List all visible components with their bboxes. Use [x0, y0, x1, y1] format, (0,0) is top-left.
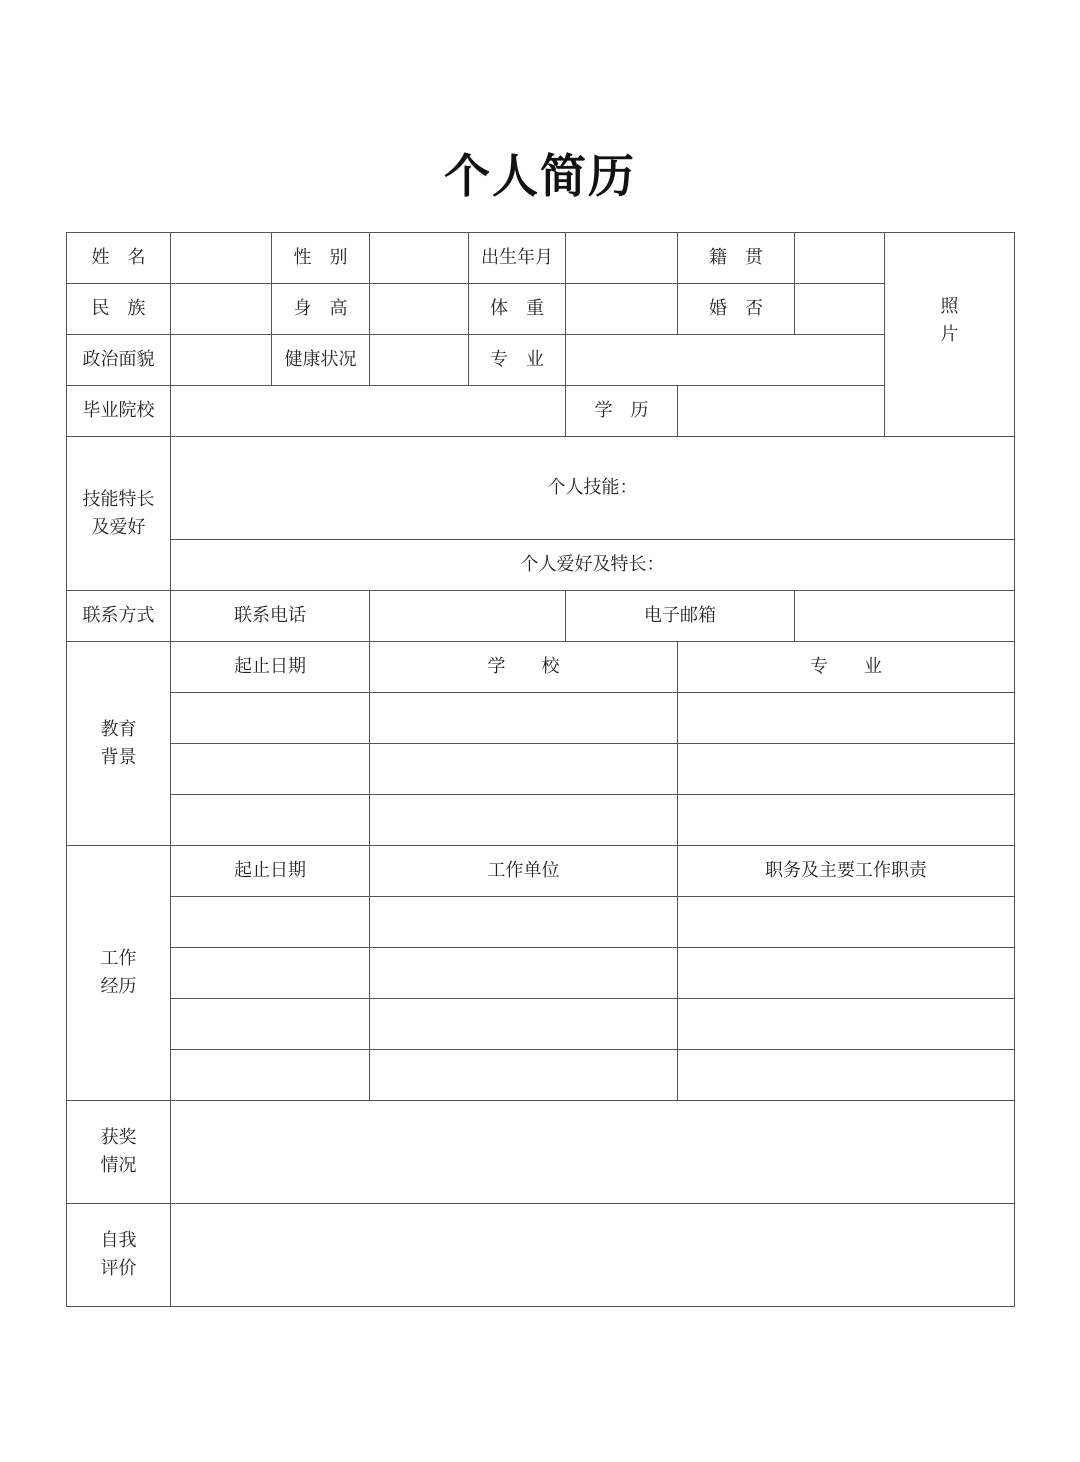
marital-field[interactable]: [795, 284, 885, 335]
table-row: [67, 999, 1015, 1050]
table-row: [67, 591, 1015, 642]
table-row: [67, 693, 1015, 744]
work-employer-cell[interactable]: [370, 897, 678, 948]
table-row: [67, 744, 1015, 795]
education-date-cell[interactable]: [171, 744, 370, 795]
work-employer-cell[interactable]: [370, 999, 678, 1050]
degree-field[interactable]: [678, 386, 885, 437]
table-row: [67, 642, 1015, 693]
table-row: [67, 284, 1015, 335]
table-row: [67, 386, 1015, 437]
birth-field[interactable]: [566, 233, 678, 284]
hobbies-label: 个人爱好及特长：: [520, 554, 665, 575]
work-duties-cell[interactable]: [678, 999, 1015, 1050]
work-employer-cell[interactable]: [370, 1050, 678, 1101]
gender-field[interactable]: [370, 233, 469, 284]
education-header-date: 起止日期: [171, 642, 370, 693]
work-header-employer: 工作单位: [370, 846, 678, 897]
resume-table: [66, 232, 1015, 1307]
work-date-cell[interactable]: [171, 948, 370, 999]
table-row: [67, 437, 1015, 540]
school-label: 毕业院校: [67, 386, 171, 437]
education-major-cell[interactable]: [678, 795, 1015, 846]
hobbies-field[interactable]: [171, 540, 1015, 591]
self-eval-line1: 自我: [100, 1230, 137, 1251]
photo-label-line2: 片: [940, 323, 959, 345]
weight-field[interactable]: [566, 284, 678, 335]
table-row: [67, 540, 1015, 591]
work-date-cell[interactable]: [171, 1050, 370, 1101]
table-row: [67, 897, 1015, 948]
major-label: 专 业: [469, 335, 566, 386]
work-section-line2: 经历: [100, 976, 137, 997]
work-section-label: [67, 846, 171, 1101]
table-row: [67, 335, 1015, 386]
education-section-label: [67, 642, 171, 846]
contact-section-label: 联系方式: [67, 591, 171, 642]
native-place-field[interactable]: [795, 233, 885, 284]
table-row: [67, 846, 1015, 897]
work-duties-cell[interactable]: [678, 897, 1015, 948]
name-field[interactable]: [171, 233, 272, 284]
weight-label: 体 重: [469, 284, 566, 335]
photo-box[interactable]: [885, 233, 1015, 437]
awards-section-label: [67, 1101, 171, 1204]
education-section-line2: 背景: [100, 746, 137, 768]
photo-label-line1: 照: [940, 295, 959, 317]
skills-label: 个人技能：: [547, 477, 638, 498]
awards-line1: 获奖: [100, 1127, 137, 1148]
phone-label: 联系电话: [171, 591, 370, 642]
ethnicity-label: 民 族: [67, 284, 171, 335]
ethnicity-field[interactable]: [171, 284, 272, 335]
table-row: [67, 1204, 1015, 1307]
self-eval-line2: 评价: [100, 1258, 137, 1279]
marital-label: 婚 否: [678, 284, 795, 335]
work-date-cell[interactable]: [171, 999, 370, 1050]
awards-field[interactable]: [171, 1101, 1015, 1204]
skills-section-line2: 及爱好: [91, 516, 146, 538]
skills-section-label: [67, 437, 171, 591]
health-label: 健康状况: [272, 335, 370, 386]
political-status-field[interactable]: [171, 335, 272, 386]
degree-label: 学 历: [566, 386, 678, 437]
education-date-cell[interactable]: [171, 795, 370, 846]
table-row: [67, 1101, 1015, 1204]
education-school-cell[interactable]: [370, 795, 678, 846]
education-header-school: 学 校: [370, 642, 678, 693]
work-duties-cell[interactable]: [678, 1050, 1015, 1101]
work-duties-cell[interactable]: [678, 948, 1015, 999]
table-row: [67, 948, 1015, 999]
birth-label: 出生年月: [469, 233, 566, 284]
education-header-major: 专 业: [678, 642, 1015, 693]
skills-section-line1: 技能特长: [82, 488, 155, 510]
native-place-label: 籍 贯: [678, 233, 795, 284]
table-row: [67, 233, 1015, 284]
table-row: [67, 795, 1015, 846]
self-eval-section-label: [67, 1204, 171, 1307]
name-label: 姓 名: [67, 233, 171, 284]
work-section-line1: 工作: [100, 948, 137, 969]
education-major-cell[interactable]: [678, 744, 1015, 795]
skills-field[interactable]: [171, 437, 1015, 540]
work-employer-cell[interactable]: [370, 948, 678, 999]
gender-label: 性 别: [272, 233, 370, 284]
phone-field[interactable]: [370, 591, 566, 642]
email-field[interactable]: [795, 591, 1015, 642]
page-title: 个人简历: [444, 149, 636, 203]
education-major-cell[interactable]: [678, 693, 1015, 744]
height-field[interactable]: [370, 284, 469, 335]
school-field[interactable]: [171, 386, 566, 437]
table-row: [67, 1050, 1015, 1101]
education-date-cell[interactable]: [171, 693, 370, 744]
work-header-date: 起止日期: [171, 846, 370, 897]
work-header-duties: 职务及主要工作职责: [678, 846, 1015, 897]
self-eval-field[interactable]: [171, 1204, 1015, 1307]
major-field[interactable]: [566, 335, 885, 386]
health-field[interactable]: [370, 335, 469, 386]
height-label: 身 高: [272, 284, 370, 335]
awards-line2: 情况: [100, 1155, 137, 1176]
political-status-label: 政治面貌: [67, 335, 171, 386]
education-section-line1: 教育: [100, 718, 137, 740]
education-school-cell[interactable]: [370, 693, 678, 744]
education-school-cell[interactable]: [370, 744, 678, 795]
email-label: 电子邮箱: [566, 591, 795, 642]
work-date-cell[interactable]: [171, 897, 370, 948]
